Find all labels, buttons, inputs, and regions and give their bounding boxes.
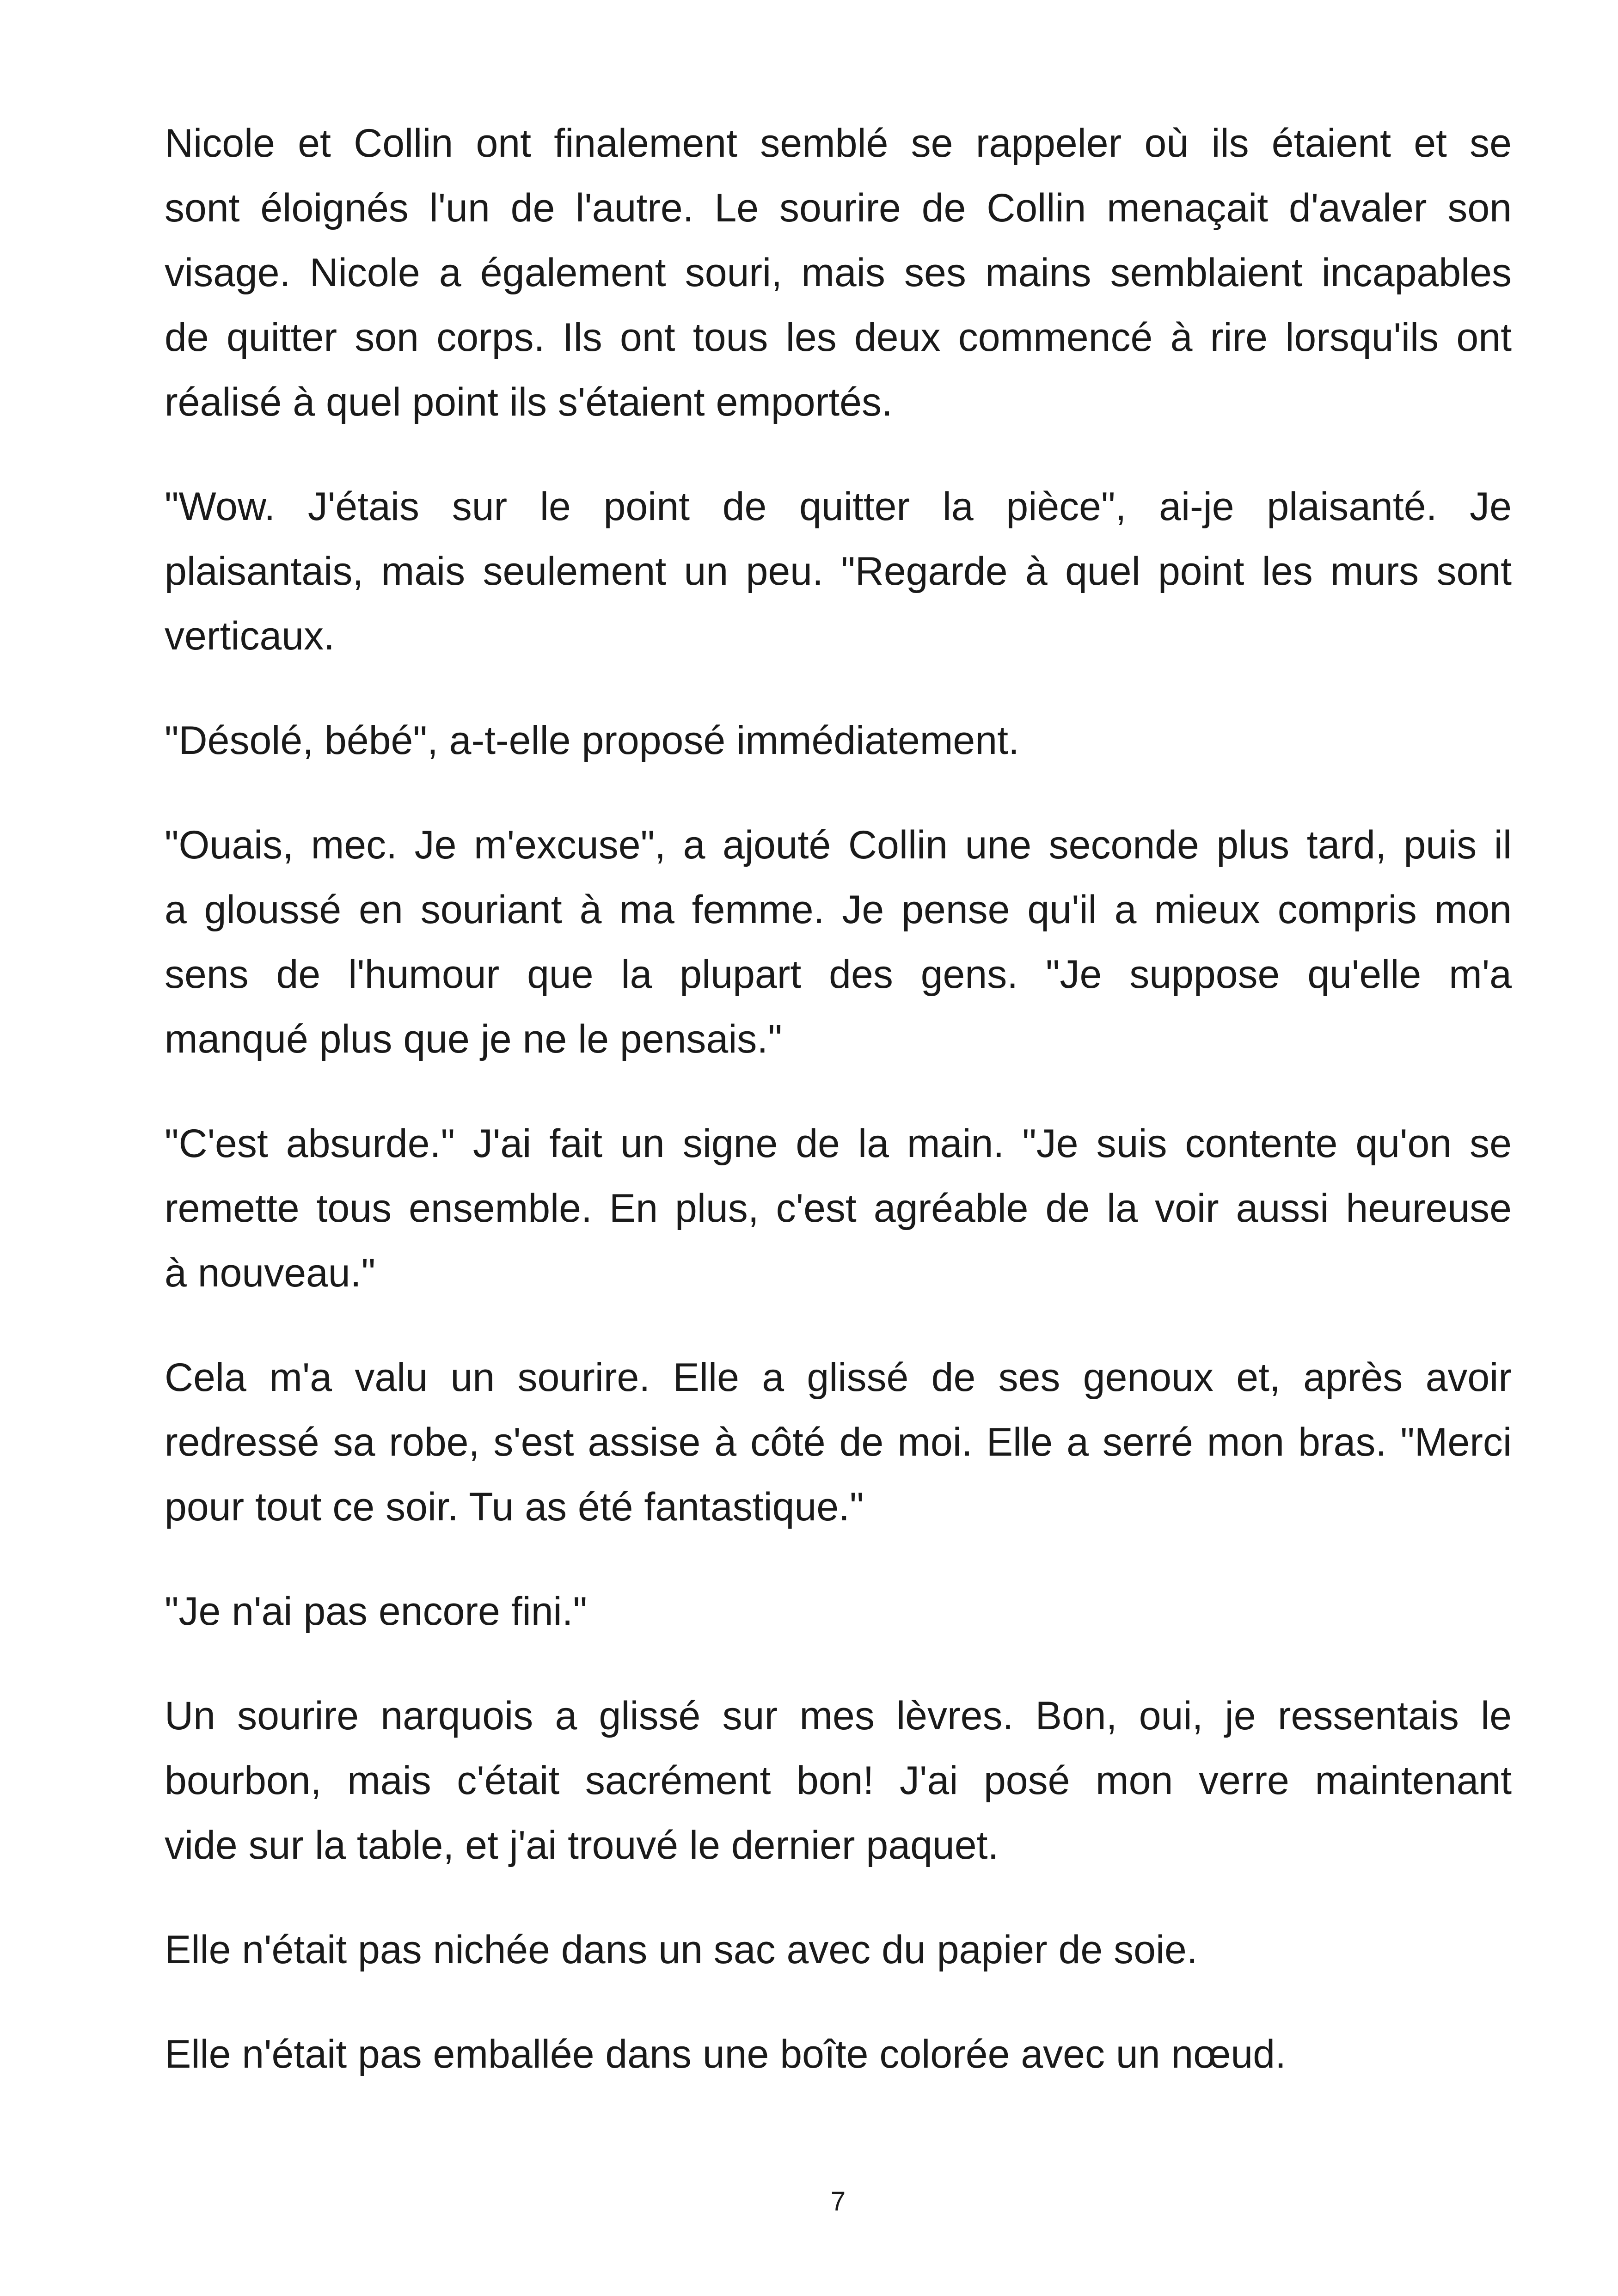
text-line: Un sourire narquois a glissé sur mes lèvres. Bon, oui, je ressentais le	[165, 1694, 1512, 1738]
text-line: à nouveau."	[165, 1251, 376, 1295]
text-line: redressé sa robe, s'est assise à côté de moi. Elle a serré mon bras. "Merci	[165, 1420, 1512, 1464]
text-line: visage. Nicole a également souri, mais ses mains semblaient incapables	[165, 251, 1512, 295]
paragraph	[165, 1111, 1512, 1305]
text-line: vide sur la table, et j'ai trouvé le dernier paquet.	[165, 1823, 999, 1867]
text-line: sont éloignés l'un de l'autre. Le sourire de Collin menaçait d'avaler son	[165, 186, 1512, 230]
text-line: "C'est absurde." J'ai fait un signe de la main. "Je suis contente qu'on se	[165, 1121, 1512, 1166]
text-line: "Ouais, mec. Je m'excuse", a ajouté Collin une seconde plus tard, puis il	[165, 823, 1512, 867]
paragraph	[165, 474, 1512, 668]
paragraph	[165, 1684, 1512, 1878]
text-line: bourbon, mais c'était sacrément bon! J'ai posé mon verre maintenant	[165, 1758, 1512, 1803]
paragraph	[165, 1579, 1512, 1644]
text-line: Cela m'a valu un sourire. Elle a glissé de ses genoux et, après avoir	[165, 1355, 1512, 1400]
text-line: de quitter son corps. Ils ont tous les deux commencé à rire lorsqu'ils ont	[165, 315, 1512, 360]
text-line: Nicole et Collin ont finalement semblé se rappeler où ils étaient et se	[165, 121, 1512, 165]
text-line: "Désolé, bébé", a-t-elle proposé immédiatement.	[165, 718, 1019, 763]
text-line: a gloussé en souriant à ma femme. Je pense qu'il a mieux compris mon	[165, 888, 1512, 932]
text-line: Elle n'était pas nichée dans un sac avec du papier de soie.	[165, 1928, 1198, 1972]
paragraph	[165, 111, 1512, 435]
text-line: plaisantais, mais seulement un peu. "Regarde à quel point les murs sont	[165, 549, 1512, 594]
text-line: "Je n'ai pas encore fini."	[165, 1589, 588, 1634]
page-number: 7	[830, 2186, 846, 2216]
paragraph	[165, 813, 1512, 1071]
text-line: sens de l'humour que la plupart des gens. "Je suppose qu'elle m'a	[165, 952, 1512, 997]
text-line: Elle n'était pas emballée dans une boîte colorée avec un nœud.	[165, 2032, 1286, 2076]
text-line: remette tous ensemble. En plus, c'est agréable de la voir aussi heureuse	[165, 1186, 1512, 1231]
text-line: manqué plus que je ne le pensais."	[165, 1017, 782, 1061]
paragraph	[165, 708, 1512, 773]
text-line: "Wow. J'étais sur le point de quitter la pièce", ai-je plaisanté. Je	[165, 484, 1512, 529]
text-line: réalisé à quel point ils s'étaient emportés.	[165, 380, 893, 424]
paragraph	[165, 2022, 1512, 2087]
paragraph	[165, 1917, 1512, 1982]
text-line: pour tout ce soir. Tu as été fantastique."	[165, 1485, 864, 1529]
text-line: verticaux.	[165, 614, 335, 658]
paragraph	[165, 1345, 1512, 1539]
body-text	[165, 111, 1512, 2126]
